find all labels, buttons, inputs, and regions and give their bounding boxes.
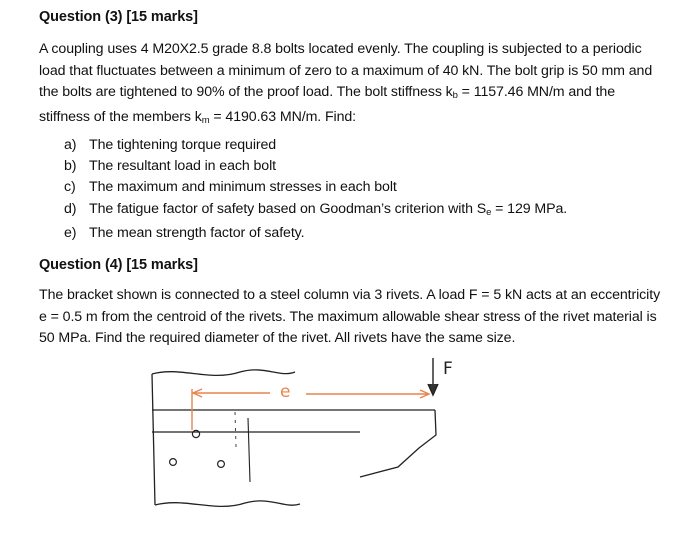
item-label: e): [64, 224, 77, 241]
eccentricity-label: e: [280, 382, 291, 402]
q3-text-part-2: = 1157.46 MN/m and the stiffness of the members k: [39, 84, 615, 125]
question-4-paragraph: The bracket shown is connected to a steel column via 3 rivets. A load F = 5 kN acts at an eccentricity e = 0.5 m from the centroid of the rivets. The maximum allowable shear stress of the rivet material is 50 MPa. Find the required diameter of the rivet. All rivets have the same size.: [39, 287, 661, 346]
item-text: The maximum and minimum stresses in each bolt: [89, 179, 397, 196]
item-text: The mean strength factor of safety.: [89, 224, 305, 241]
column-top-wavy-edge: [152, 370, 295, 376]
list-item: [64, 156, 567, 177]
question-3-subparts: [64, 135, 567, 244]
list-item: [64, 177, 567, 198]
bracket-sketch: [130, 352, 490, 522]
item-label: c): [64, 179, 76, 196]
rivet-bottom-left: [170, 459, 177, 466]
load-arrowhead: [428, 384, 438, 395]
item-text-end: = 129 MPa.: [491, 200, 568, 217]
question-3-heading: Question (3) [15 marks]: [39, 9, 198, 25]
item-label: b): [64, 158, 77, 175]
rivet-bottom-right: [218, 461, 225, 468]
kb-subscript: b: [452, 90, 458, 101]
item-text: The resultant load in each bolt: [89, 158, 276, 175]
km-subscript: m: [201, 114, 210, 126]
bracket-right-edge: [360, 410, 436, 477]
item-text: The fatigue factor of safety based on Goodman’s criterion with S: [89, 200, 487, 217]
column-bottom-wavy-edge: [155, 501, 300, 507]
item-text: The tightening torque required: [89, 137, 277, 153]
item-label: a): [64, 137, 77, 153]
list-item: [64, 135, 567, 156]
bracket-sketch-svg: [130, 352, 490, 522]
q3-text-part-1: A coupling uses 4 M20X2.5 grade 8.8 bolts located evenly. The coupling is subjected to a periodic load that fluctuates between a minimum of zero to a maximum of 40 kN. The bolt grip is 50 mm and the bolts are tightened to 90% of the proof load. The bolt stiffness k: [39, 41, 653, 100]
se-subscript: e: [486, 206, 492, 218]
column-right-edge: [248, 418, 250, 482]
load-label: F: [443, 359, 453, 379]
list-item: [64, 223, 567, 244]
column-left-edge: [152, 374, 155, 505]
q3-text-part-3: = 4190.63 MN/m. Find:: [209, 108, 357, 125]
item-label: d): [64, 200, 77, 217]
list-item: [64, 199, 567, 223]
question-3-paragraph: [39, 39, 664, 131]
centroid-dash-line: [235, 412, 236, 447]
question-4-heading: Question (4) [15 marks]: [39, 257, 198, 273]
